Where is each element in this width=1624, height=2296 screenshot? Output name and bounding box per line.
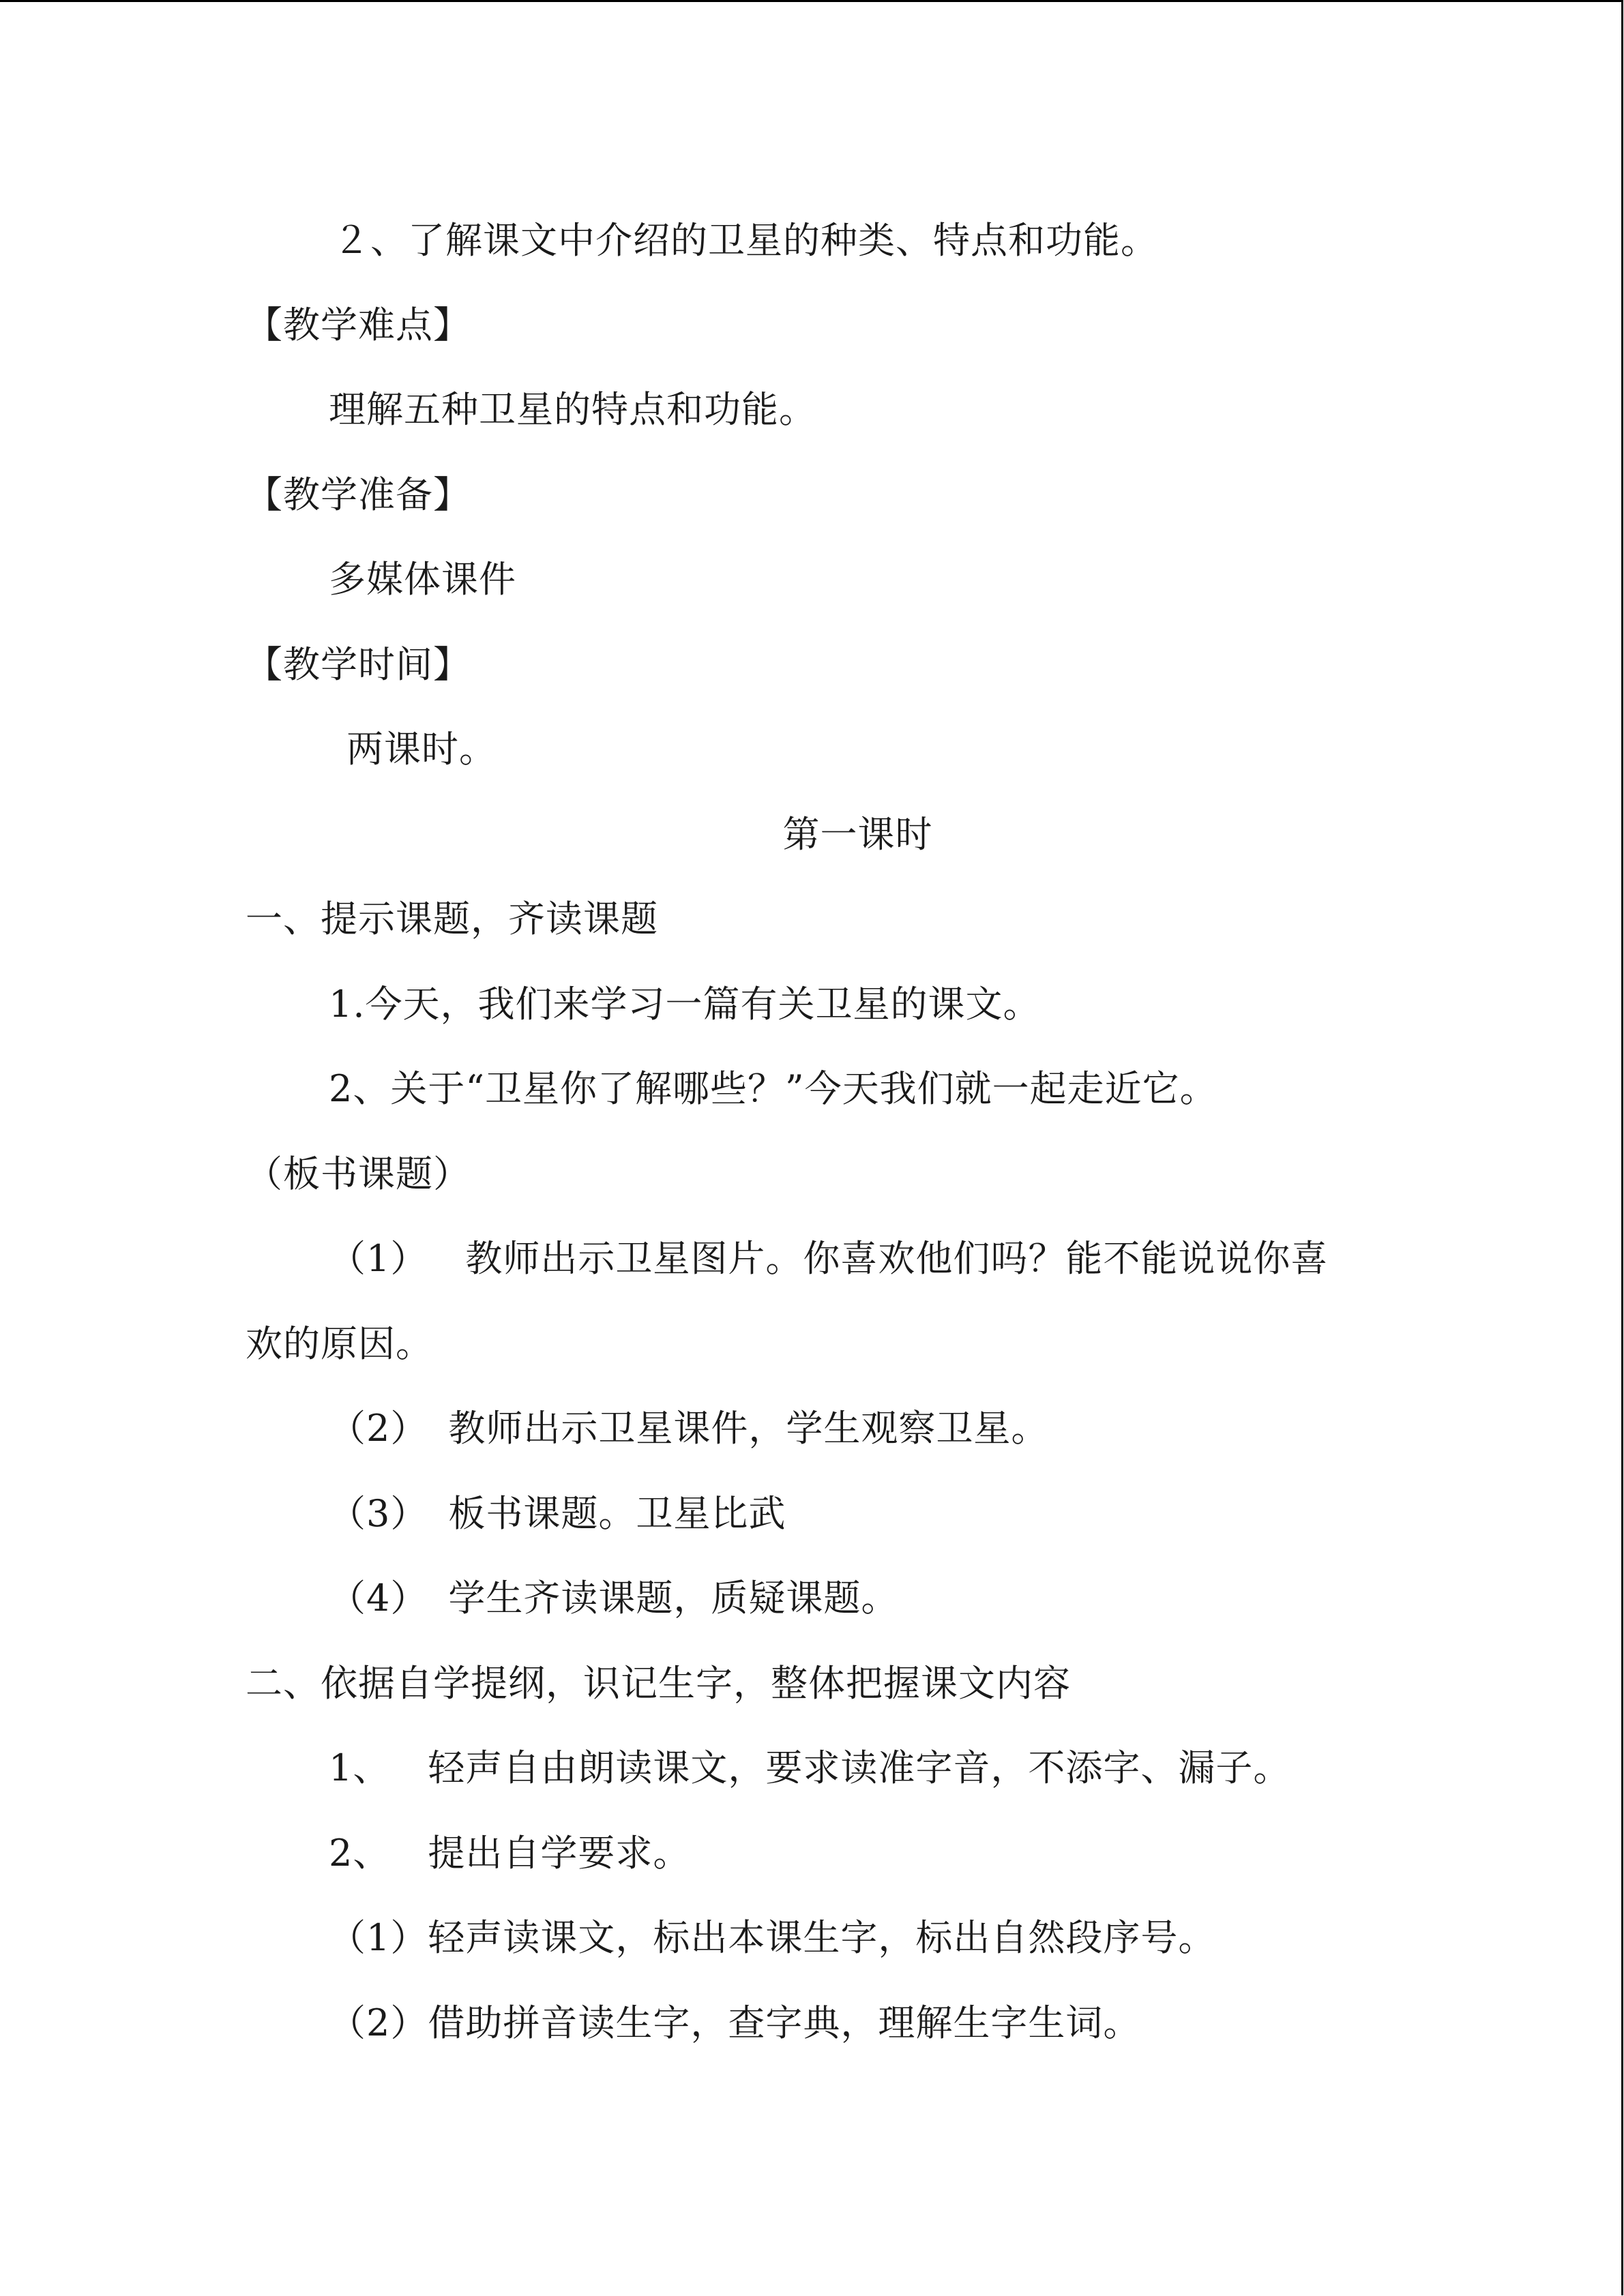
section-1-sub-4 <box>329 1575 898 1622</box>
section-1-item-1: 1.今天，我们来学习一篇有关卫星的课文。 <box>329 983 1041 1026</box>
section-1-item-2: 2、关于“卫星你了解哪些？”今天我们就一起走近它。 <box>329 1067 1217 1110</box>
s2-item-1-number: 1、 <box>329 1746 391 1789</box>
lesson-title: 第一课时 <box>782 813 933 856</box>
sub-1-text: 教师出示卫星图片。你喜欢他们吗？能不能说说你喜 <box>465 1237 1329 1280</box>
preparation-heading: 【教学准备】 <box>246 473 471 516</box>
sub-3-text: 板书课题。卫星比武 <box>448 1492 786 1535</box>
section-1-item-2-continuation: （板书课题） <box>246 1152 471 1195</box>
section-1-sub-1-continuation: 欢的原因。 <box>246 1322 433 1365</box>
section-1-sub-2 <box>329 1405 1048 1452</box>
section-2-item-2 <box>329 1830 690 1877</box>
section-2-item-1 <box>329 1744 1290 1792</box>
section-1-sub-3 <box>329 1490 786 1538</box>
section-2-sub-1: （1）轻声读课文，标出本课生字，标出自然段序号。 <box>329 1916 1216 1959</box>
sub-3-number: （3） <box>329 1492 428 1535</box>
objectives-line-2: ２、了解课文中介绍的卫星的种类、特点和功能。 <box>333 219 1158 262</box>
section-1-heading: 一、提示课题，齐读课题 <box>246 897 658 940</box>
time-heading: 【教学时间】 <box>246 643 471 686</box>
section-1-sub-1 <box>329 1235 1328 1283</box>
s2-item-1-text: 轻声自由朗读课文，要求读准字音，不添字、漏子。 <box>428 1746 1291 1789</box>
s2-item-2-text: 提出自学要求。 <box>428 1832 691 1875</box>
sub-4-number: （4） <box>329 1577 428 1620</box>
section-2-sub-2: （2）借助拼音读生字，查字典，理解生字生词。 <box>329 2001 1141 2044</box>
sub-2-number: （2） <box>329 1407 428 1450</box>
section-2-heading: 二、依据自学提纲，识记生字，整体把握课文内容 <box>246 1662 1071 1705</box>
preparation-text: 多媒体课件 <box>329 558 516 601</box>
s2-item-2-number: 2、 <box>329 1832 391 1875</box>
sub-1-number: （1） <box>329 1237 428 1280</box>
difficulty-text: 理解五种卫星的特点和功能。 <box>329 388 816 431</box>
time-text: 两课时。 <box>346 728 497 771</box>
difficulty-heading: 【教学难点】 <box>246 303 471 346</box>
sub-2-text: 教师出示卫星课件，学生观察卫星。 <box>448 1407 1049 1450</box>
sub-4-text: 学生齐读课题，质疑课题。 <box>448 1577 899 1620</box>
